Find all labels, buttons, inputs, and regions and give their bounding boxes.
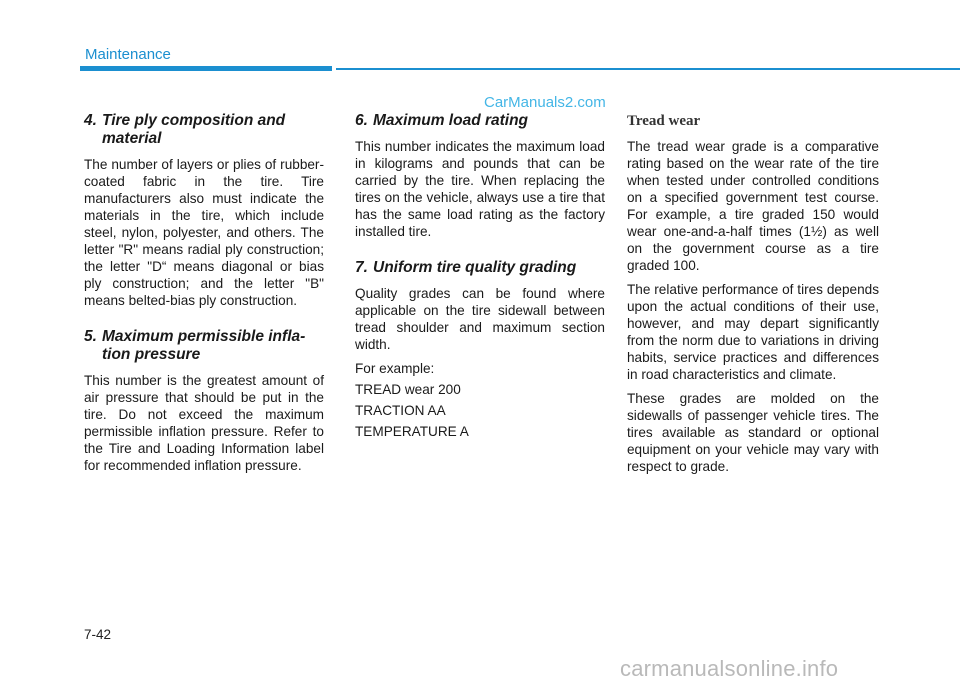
section-6-number: 6. (355, 112, 368, 129)
watermark-top[interactable]: CarManuals2.com (484, 94, 606, 111)
section-5-heading (84, 328, 324, 364)
section-6-title: Maximum load rating (373, 112, 529, 129)
section-5-title-line2: tion pressure (102, 346, 201, 363)
section-7-title: Uniform tire quality grading (373, 259, 577, 276)
tread-wear-paragraph-2: The relative performance of tires depends upon the actual conditions of their use, however, and may depart significantly from the norm due to variations in driving habits, service practices and differences in road characteristics and climate. (627, 282, 879, 382)
section-7-paragraph: Quality grades can be found where applicable on the tire sidewall between tread shoulder and maximum section width. (355, 286, 605, 352)
section-6-paragraph: This number indicates the maximum load in kilograms and pounds that can be carried by the tire. When replacing the tires on the vehicle, always use a tire that has the same load rating as the factory installed tire. (355, 139, 605, 239)
section-4-title-line1: Tire ply composition and (102, 112, 286, 129)
section-4-heading (84, 112, 324, 148)
section-4-title-line2: material (102, 130, 162, 147)
tread-wear-paragraph-3: These grades are molded on the sidewalls of passenger vehicle tires. The tires available as standard or optional equipment on your vehicle may vary with respect to grade. (627, 391, 879, 474)
column-3 (627, 112, 879, 482)
header-title: Maintenance (85, 46, 171, 63)
example-temperature: TEMPERATURE A (355, 424, 469, 439)
section-7-number: 7. (355, 259, 368, 276)
section-6-heading (355, 112, 605, 130)
column-2 (355, 112, 605, 444)
section-7-heading (355, 259, 605, 277)
example-label: For example: (355, 361, 435, 376)
section-5-number: 5. (84, 328, 97, 345)
section-4-paragraph: The number of layers or plies of rubber-coated fabric in the tire. Tire manufacturers also must indicate the materials in the tire, which include steel, nylon, polyester, and others. The letter "R" means radial ply construction; the letter "D“ means diagonal or bias ply construction; and the letter "B" means belted-bias ply construction. (84, 157, 324, 308)
column-1 (84, 112, 324, 481)
tread-wear-heading: Tread wear (627, 113, 701, 129)
example-tread: TREAD wear 200 (355, 382, 461, 397)
section-5-title-line1: Maximum permissible infla- (102, 328, 306, 345)
watermark-bottom[interactable]: carmanualsonline.info (620, 656, 839, 681)
header-rule-thin (336, 68, 960, 70)
section-4-number: 4. (84, 112, 97, 129)
header-rule-thick (80, 66, 332, 71)
example-traction: TRACTION AA (355, 403, 446, 418)
page-number: 7-42 (84, 627, 112, 642)
section-5-paragraph: This number is the greatest amount of air pressure that should be put in the tire. Do not exceed the maximum permissible inflation pressure. Refer to the Tire and Loading Information label for recommended inflation pressure. (84, 373, 324, 473)
tread-wear-paragraph-1: The tread wear grade is a comparative rating based on the wear rate of the tire when tested under controlled conditions on a specified government test course. For example, a tire graded 150 would wear one-and-a-half times (1½) as well on the government course as a tire graded 100. (627, 139, 879, 273)
